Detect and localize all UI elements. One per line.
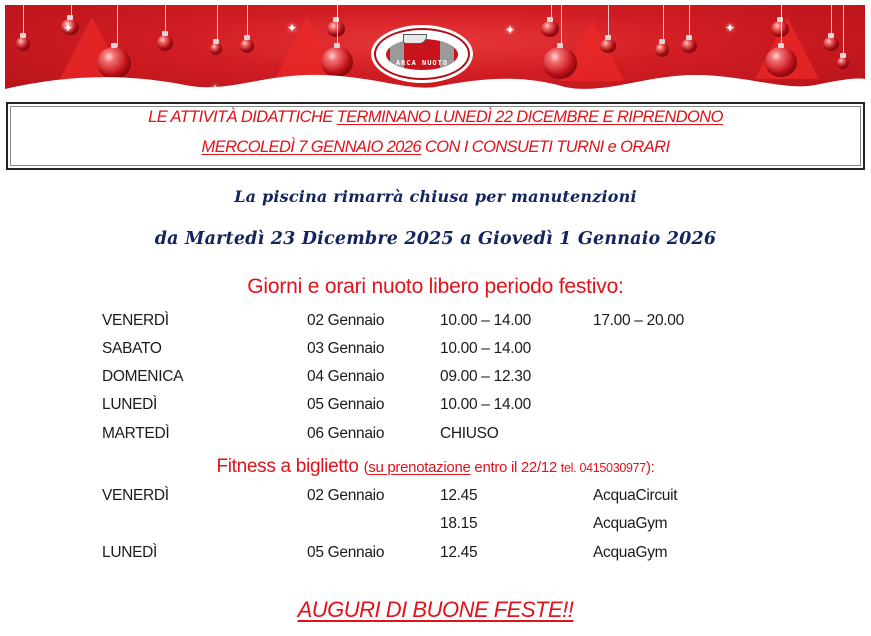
booking-deadline: entro il 22/12 xyxy=(470,459,561,476)
christmas-banner xyxy=(5,5,865,97)
notice-underlined-text: TERMINANO LUNEDÌ 22 DICEMBRE E RIPRENDONO xyxy=(336,108,723,126)
row-day: VENERDÌ xyxy=(102,312,169,329)
ornament-icon xyxy=(600,39,616,53)
row-day: DOMENICA xyxy=(102,368,184,385)
row-activity: AcquaGym xyxy=(593,544,668,561)
paren-close: ): xyxy=(645,459,655,476)
sparkle-icon: ✦ xyxy=(725,21,736,35)
notice-text: LE ATTIVITÀ DIDATTICHE xyxy=(148,108,337,126)
free-swim-heading: Giorni e orari nuoto libero periodo festivo: xyxy=(247,275,624,298)
notice-line-2 xyxy=(8,138,863,157)
ornament-icon xyxy=(16,37,30,51)
row-time: 09.00 – 12.30 xyxy=(440,368,531,385)
ornament-icon xyxy=(210,43,222,55)
row-time: 12.45 xyxy=(440,487,478,504)
row-time: 10.00 – 14.00 xyxy=(440,340,531,357)
row-time: 10.00 – 14.00 xyxy=(440,396,531,413)
boat-icon xyxy=(403,34,427,44)
row-time: 18.15 xyxy=(440,515,478,532)
row-date: 03 Gennaio xyxy=(307,340,385,357)
notice-text: CON I CONSUETI TURNI e ORARI xyxy=(420,138,670,156)
logo-text: ARCA NUOTO xyxy=(395,59,449,67)
ornament-icon xyxy=(655,43,669,57)
sparkle-icon: ✦ xyxy=(287,21,298,35)
row-day: SABATO xyxy=(102,340,162,357)
schedule-row xyxy=(0,425,871,445)
row-day: LUNEDÌ xyxy=(102,544,158,561)
fitness-row xyxy=(0,544,871,564)
row-extra-time: 17.00 – 20.00 xyxy=(593,312,684,329)
schedule-row xyxy=(0,368,871,388)
row-date: 05 Gennaio xyxy=(307,396,385,413)
activities-notice-box xyxy=(6,102,865,170)
arca-nuoto-logo xyxy=(374,28,470,80)
ornament-icon xyxy=(823,37,839,51)
booking-note: su prenotazione xyxy=(368,459,471,476)
ornament-icon xyxy=(157,35,173,51)
row-activity: AcquaGym xyxy=(593,515,668,532)
fitness-heading xyxy=(0,456,871,478)
row-date: 02 Gennaio xyxy=(307,487,385,504)
row-date: 04 Gennaio xyxy=(307,368,385,385)
schedule-row xyxy=(0,312,871,332)
ornament-icon xyxy=(681,39,697,53)
closure-line-2: da Martedì 23 Dicembre 2025 a Giovedì 1 Gennaio 2026 xyxy=(154,229,717,249)
sparkle-icon: ✦ xyxy=(505,23,516,37)
ornament-icon xyxy=(541,21,559,37)
row-day: MARTEDÌ xyxy=(102,425,170,442)
row-time: 12.45 xyxy=(440,544,478,561)
row-day: LUNEDÌ xyxy=(102,396,158,413)
ornament-icon xyxy=(771,21,789,37)
fitness-row xyxy=(0,487,871,507)
holiday-greeting: AUGURI DI BUONE FESTE!! xyxy=(297,597,574,622)
notice-line-1 xyxy=(8,108,863,127)
fitness-row xyxy=(0,515,871,535)
schedule-row xyxy=(0,340,871,360)
ornament-icon xyxy=(240,39,254,53)
row-activity: AcquaCircuit xyxy=(593,487,678,504)
row-time: 10.00 – 14.00 xyxy=(440,312,531,329)
row-date: 05 Gennaio xyxy=(307,544,385,561)
sparkle-icon: ✦ xyxy=(63,21,74,35)
row-date: 06 Gennaio xyxy=(307,425,385,442)
row-day: VENERDÌ xyxy=(102,487,169,504)
schedule-row xyxy=(0,396,871,416)
phone-number: tel. 0415030977 xyxy=(560,461,646,475)
fitness-title: Fitness a biglietto xyxy=(216,456,364,477)
ornament-icon xyxy=(327,21,345,37)
notice-underlined-text: MERCOLEDÌ 7 GENNAIO 2026 xyxy=(201,138,421,156)
paren-open: ( xyxy=(363,459,369,476)
row-date: 02 Gennaio xyxy=(307,312,385,329)
row-time: CHIUSO xyxy=(440,425,499,442)
closure-line-1: La piscina rimarrà chiusa per manutenzioni xyxy=(234,187,637,206)
